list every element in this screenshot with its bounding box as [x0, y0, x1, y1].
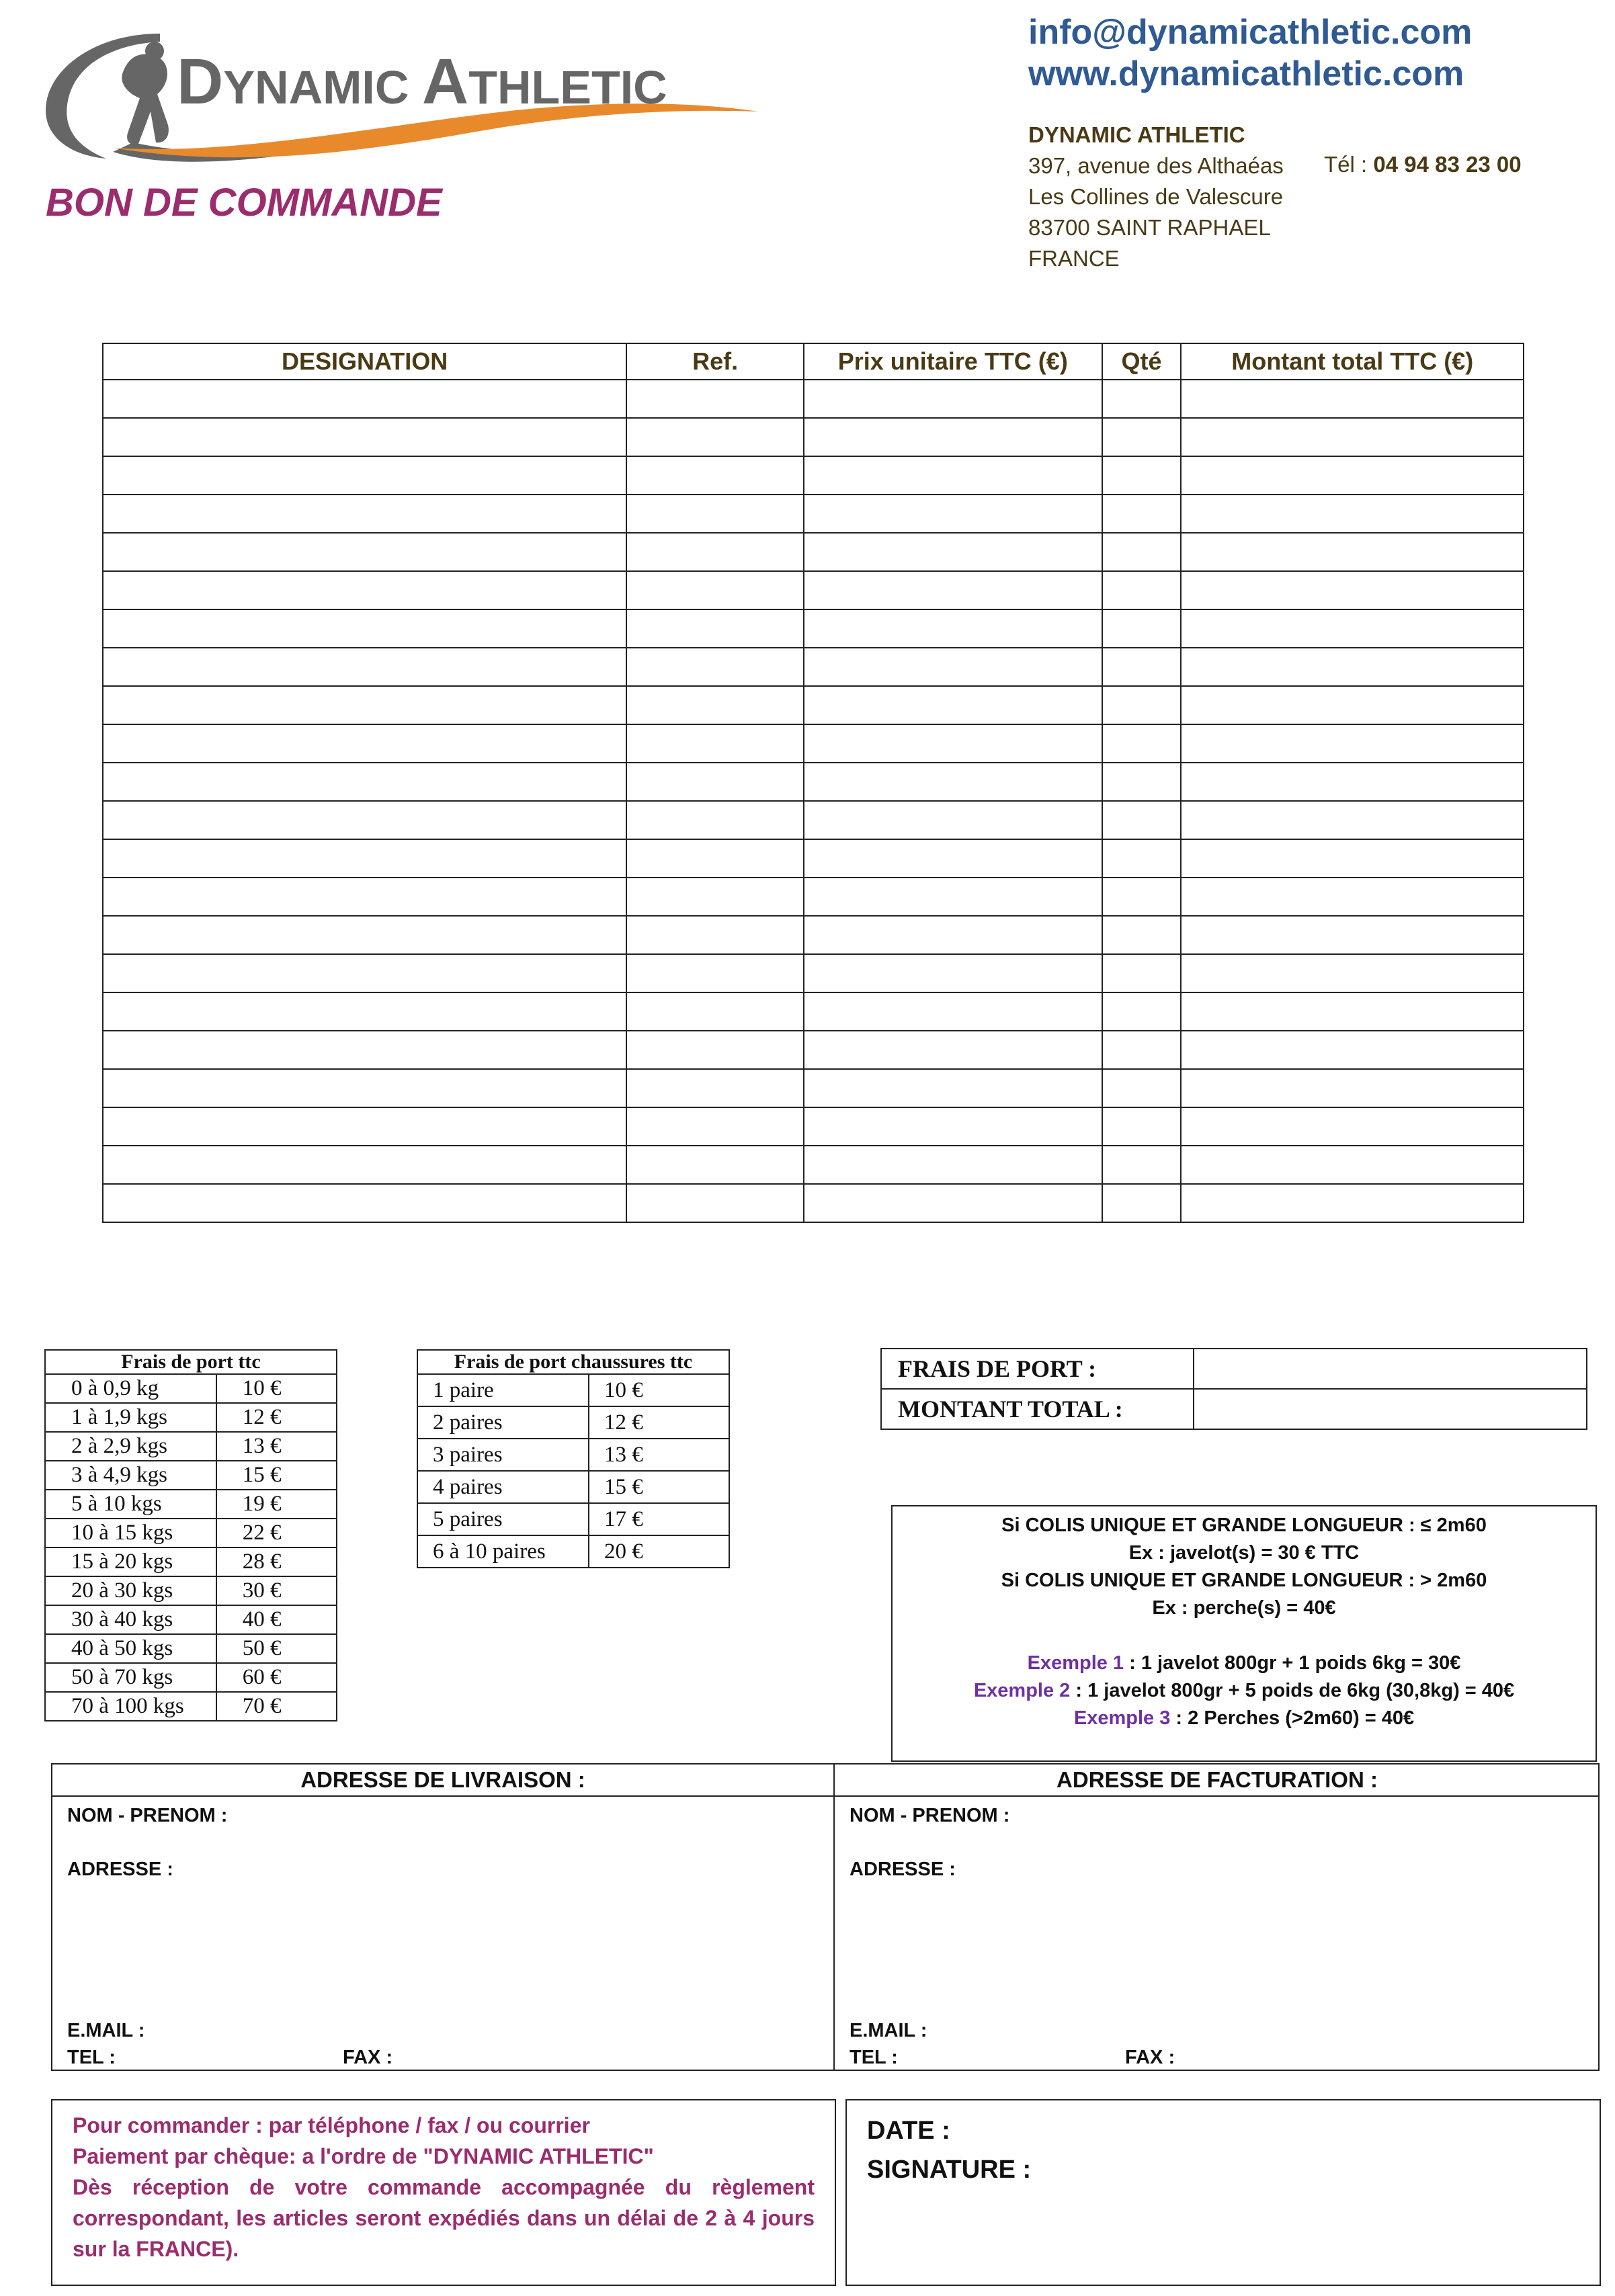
note-line-4: Ex : perche(s) = 40€ [1152, 1597, 1336, 1619]
table-row [103, 992, 1524, 1031]
example-1-text: : 1 javelot 800gr + 1 poids 6kg = 30€ [1124, 1652, 1461, 1674]
cell-total[interactable] [1181, 1184, 1524, 1222]
shipping-weight-table [44, 1349, 337, 1721]
company-telephone [1324, 152, 1522, 177]
note-line-2: Ex : javelot(s) = 30 € TTC [1128, 1542, 1360, 1564]
tel-number: 04 94 83 23 00 [1373, 152, 1522, 177]
col-qty: Qté [1102, 343, 1182, 380]
cell-designation[interactable] [103, 418, 626, 456]
company-name: DYNAMIC ATHLETIC [1028, 122, 1245, 147]
col-unit-price: Prix unitaire TTC (€) [804, 343, 1102, 380]
cell-qty[interactable] [1102, 456, 1182, 495]
cell-qty[interactable] [1102, 648, 1182, 686]
cell-ref[interactable] [626, 992, 804, 1031]
cell-unit-price[interactable] [804, 1107, 1102, 1146]
range-cell: 3 paires [417, 1439, 589, 1471]
billing-fax-label[interactable]: FAX : [1125, 2047, 1175, 2068]
table-row [45, 1663, 337, 1692]
cell-unit-price[interactable] [804, 571, 1102, 609]
price-cell: 70 € [216, 1692, 337, 1721]
cell-unit-price[interactable] [804, 1184, 1102, 1222]
cell-ref[interactable] [626, 609, 804, 648]
cell-designation[interactable] [103, 878, 626, 916]
cell-designation[interactable] [103, 724, 626, 763]
contact-email[interactable]: info@dynamicathletic.com [1028, 13, 1473, 52]
cell-ref[interactable] [626, 1146, 804, 1184]
cell-qty[interactable] [1102, 878, 1182, 916]
cell-designation[interactable] [103, 954, 626, 992]
cell-ref[interactable] [626, 801, 804, 839]
billing-tel-label[interactable]: TEL : [850, 2047, 898, 2068]
cell-qty[interactable] [1102, 609, 1182, 648]
cell-designation[interactable] [103, 456, 626, 495]
cell-qty[interactable] [1102, 992, 1182, 1031]
price-cell: 20 € [589, 1535, 729, 1568]
cell-ref[interactable] [626, 495, 804, 533]
cell-designation[interactable] [103, 609, 626, 648]
price-cell: 12 € [589, 1406, 729, 1439]
price-cell: 10 € [216, 1374, 337, 1403]
cell-qty[interactable] [1102, 954, 1182, 992]
table-row [103, 878, 1524, 916]
cell-total[interactable] [1181, 609, 1524, 648]
company-address-3: 83700 SAINT RAPHAEL [1028, 215, 1271, 240]
total-amount-label: MONTANT TOTAL : [881, 1389, 1194, 1429]
cell-ref[interactable] [626, 839, 804, 878]
cell-unit-price[interactable] [804, 992, 1102, 1031]
cell-ref[interactable] [626, 1184, 804, 1222]
cell-designation[interactable] [103, 1146, 626, 1184]
ordering-info-line-2: Paiement par chèque: a l'ordre de "DYNAMIC ATHLETIC" [73, 2144, 654, 2168]
cell-designation[interactable] [103, 992, 626, 1031]
price-cell: 12 € [216, 1403, 337, 1432]
cell-qty[interactable] [1102, 495, 1182, 533]
table-row [417, 1374, 729, 1406]
cell-unit-price[interactable] [804, 380, 1102, 418]
shipping-weight-header: Frais de port ttc [45, 1350, 337, 1374]
billing-address [835, 1764, 1600, 2070]
cell-designation[interactable] [103, 380, 626, 418]
example-3 [893, 1705, 1596, 1732]
shipping-total-row [881, 1349, 1587, 1389]
cell-ref[interactable] [626, 648, 804, 686]
range-cell: 2 à 2,9 kgs [45, 1432, 216, 1461]
cell-unit-price[interactable] [804, 1146, 1102, 1184]
cell-designation[interactable] [103, 1184, 626, 1222]
cell-qty[interactable] [1102, 724, 1182, 763]
col-ref: Ref. [626, 343, 804, 380]
table-row [45, 1634, 337, 1663]
range-cell: 1 à 1,9 kgs [45, 1403, 216, 1432]
cell-qty[interactable] [1102, 380, 1182, 418]
cell-qty[interactable] [1102, 763, 1182, 801]
table-row [103, 456, 1524, 495]
col-designation: DESIGNATION [103, 343, 626, 380]
cell-unit-price[interactable] [804, 533, 1102, 571]
cell-unit-price[interactable] [804, 609, 1102, 648]
cell-ref[interactable] [626, 724, 804, 763]
price-cell: 13 € [589, 1439, 729, 1471]
price-cell: 30 € [216, 1576, 337, 1605]
delivery-fax-label[interactable]: FAX : [343, 2047, 393, 2068]
table-row [45, 1461, 337, 1490]
price-cell: 50 € [216, 1634, 337, 1663]
tel-label: Tél : [1324, 152, 1368, 177]
items-header-row [103, 343, 1524, 380]
price-cell: 40 € [216, 1605, 337, 1634]
table-row [103, 1107, 1524, 1146]
company-address-1: 397, avenue des Althaéas [1028, 153, 1284, 178]
billing-address-header: ADRESSE DE FACTURATION : [835, 1764, 1600, 1797]
cell-total[interactable] [1181, 801, 1524, 839]
cell-designation[interactable] [103, 916, 626, 954]
range-cell: 30 à 40 kgs [45, 1605, 216, 1634]
note-line-1: Si COLIS UNIQUE ET GRANDE LONGUEUR : ≤ 2m60 [1001, 1515, 1487, 1536]
range-cell: 3 à 4,9 kgs [45, 1461, 216, 1490]
address-section [51, 1763, 1600, 2071]
cell-total[interactable] [1181, 418, 1524, 456]
range-cell: 50 à 70 kgs [45, 1663, 216, 1692]
example-2-text: : 1 javelot 800gr + 5 poids de 6kg (30,8kg) = 40€ [1070, 1680, 1515, 1701]
price-cell: 22 € [216, 1519, 337, 1547]
table-row [103, 495, 1524, 533]
shipping-cost-label: FRAIS DE PORT : [881, 1349, 1194, 1389]
cell-unit-price[interactable] [804, 878, 1102, 916]
cell-qty[interactable] [1102, 801, 1182, 839]
range-cell: 5 paires [417, 1503, 589, 1535]
price-cell: 28 € [216, 1547, 337, 1576]
cell-total[interactable] [1181, 763, 1524, 801]
total-amount-field[interactable] [1194, 1389, 1587, 1429]
table-row [103, 380, 1524, 418]
cell-ref[interactable] [626, 418, 804, 456]
cell-unit-price[interactable] [804, 495, 1102, 533]
table-row [45, 1605, 337, 1634]
range-cell: 10 à 15 kgs [45, 1519, 216, 1547]
example-1-label: Exemple 1 [1027, 1652, 1124, 1674]
table-row [45, 1576, 337, 1605]
cell-designation[interactable] [103, 648, 626, 686]
delivery-email-label[interactable]: E.MAIL : [67, 2020, 145, 2041]
range-cell: 6 à 10 paires [417, 1535, 589, 1568]
company-country: FRANCE [1028, 246, 1120, 271]
cell-ref[interactable] [626, 1031, 804, 1069]
cell-ref[interactable] [626, 916, 804, 954]
cell-ref[interactable] [626, 456, 804, 495]
cell-qty[interactable] [1102, 1184, 1182, 1222]
cell-designation[interactable] [103, 1107, 626, 1146]
totals-table [880, 1348, 1587, 1430]
cell-qty[interactable] [1102, 1031, 1182, 1069]
cell-qty[interactable] [1102, 571, 1182, 609]
table-row [103, 916, 1524, 954]
cell-qty[interactable] [1102, 839, 1182, 878]
signature-box[interactable] [845, 2099, 1601, 2286]
cell-unit-price[interactable] [804, 1031, 1102, 1069]
table-row [45, 1374, 337, 1403]
cell-ref[interactable] [626, 571, 804, 609]
table-row [103, 1069, 1524, 1107]
cell-qty[interactable] [1102, 1107, 1182, 1146]
note-line-3: Si COLIS UNIQUE ET GRANDE LONGUEUR : > 2m60 [1001, 1570, 1487, 1591]
cell-unit-price[interactable] [804, 1069, 1102, 1107]
price-cell: 60 € [216, 1663, 337, 1692]
logo-text: DYNAMIC ATHLETIC [177, 46, 667, 118]
cell-designation[interactable] [103, 571, 626, 609]
price-cell: 15 € [216, 1461, 337, 1490]
table-row [103, 801, 1524, 839]
table-row [103, 418, 1524, 456]
table-row [103, 533, 1524, 571]
cell-total[interactable] [1181, 992, 1524, 1031]
cell-total[interactable] [1181, 1069, 1524, 1107]
table-row [45, 1692, 337, 1721]
table-row [417, 1439, 729, 1471]
cell-qty[interactable] [1102, 1069, 1182, 1107]
cell-ref[interactable] [626, 380, 804, 418]
table-row [103, 686, 1524, 724]
ordering-info-line-3: Dès réception de votre commande accompagnée du règlement correspondant, les articles seront expédiés dans un délai de 2 à 4 jours sur la FRANCE). [73, 2175, 815, 2261]
table-row [417, 1535, 729, 1568]
range-cell: 2 paires [417, 1406, 589, 1439]
example-2 [893, 1677, 1596, 1705]
ordering-info-line-1: Pour commander : par téléphone / fax / ou courrier [73, 2113, 590, 2137]
shipping-shoes-header: Frais de port chaussures ttc [417, 1350, 729, 1374]
price-cell: 17 € [589, 1503, 729, 1535]
table-row [103, 648, 1524, 686]
cell-unit-price[interactable] [804, 456, 1102, 495]
range-cell: 20 à 30 kgs [45, 1576, 216, 1605]
price-cell: 19 € [216, 1490, 337, 1519]
shipping-cost-field[interactable] [1194, 1349, 1587, 1389]
cell-total[interactable] [1181, 380, 1524, 418]
cell-total[interactable] [1181, 954, 1524, 992]
delivery-name-label[interactable]: NOM - PRENOM : [67, 1805, 228, 1826]
cell-ref[interactable] [626, 1107, 804, 1146]
cell-unit-price[interactable] [804, 839, 1102, 878]
table-row [417, 1471, 729, 1503]
cell-designation[interactable] [103, 763, 626, 801]
delivery-address-label[interactable]: ADRESSE : [67, 1859, 173, 1880]
billing-address-label[interactable]: ADRESSE : [850, 1859, 956, 1880]
shipping-shoes-table [417, 1349, 730, 1568]
table-row [103, 839, 1524, 878]
price-cell: 15 € [589, 1471, 729, 1503]
table-row [45, 1490, 337, 1519]
cell-ref[interactable] [626, 878, 804, 916]
range-cell: 1 paire [417, 1374, 589, 1406]
example-2-label: Exemple 2 [973, 1680, 1071, 1701]
cell-unit-price[interactable] [804, 648, 1102, 686]
example-1 [893, 1650, 1596, 1677]
range-cell: 4 paires [417, 1471, 589, 1503]
table-row [103, 763, 1524, 801]
cell-designation[interactable] [103, 1069, 626, 1107]
cell-unit-price[interactable] [804, 763, 1102, 801]
contact-website[interactable]: www.dynamicathletic.com [1028, 54, 1464, 93]
cell-unit-price[interactable] [804, 724, 1102, 763]
table-row [45, 1432, 337, 1461]
table-row [103, 609, 1524, 648]
col-total: Montant total TTC (€) [1181, 343, 1524, 380]
range-cell: 0 à 0,9 kg [45, 1374, 216, 1403]
cell-total[interactable] [1181, 916, 1524, 954]
billing-name-label[interactable]: NOM - PRENOM : [850, 1805, 1010, 1826]
cell-unit-price[interactable] [804, 686, 1102, 724]
cell-total[interactable] [1181, 1146, 1524, 1184]
table-row [103, 954, 1524, 992]
range-cell: 40 à 50 kgs [45, 1634, 216, 1663]
date-label: DATE : [867, 2117, 950, 2145]
cell-total[interactable] [1181, 495, 1524, 533]
order-items-table [102, 343, 1524, 1223]
long-parcel-note [891, 1505, 1597, 1762]
cell-total[interactable] [1181, 724, 1524, 763]
delivery-address-header: ADRESSE DE LIVRAISON : [52, 1764, 833, 1797]
cell-designation[interactable] [103, 686, 626, 724]
table-row [45, 1403, 337, 1432]
cell-qty[interactable] [1102, 418, 1182, 456]
example-3-text: : 2 Perches (>2m60) = 40€ [1170, 1707, 1415, 1729]
table-row [103, 1184, 1524, 1222]
delivery-address [52, 1764, 835, 2070]
cell-total[interactable] [1181, 686, 1524, 724]
cell-total[interactable] [1181, 1031, 1524, 1069]
cell-qty[interactable] [1102, 533, 1182, 571]
range-cell: 70 à 100 kgs [45, 1692, 216, 1721]
cell-unit-price[interactable] [804, 954, 1102, 992]
cell-designation[interactable] [103, 1031, 626, 1069]
cell-total[interactable] [1181, 533, 1524, 571]
signature-label: SIGNATURE : [867, 2156, 1032, 2184]
cell-ref[interactable] [626, 686, 804, 724]
cell-total[interactable] [1181, 648, 1524, 686]
delivery-tel-label[interactable]: TEL : [67, 2047, 116, 2068]
cell-designation[interactable] [103, 801, 626, 839]
cell-total[interactable] [1181, 1107, 1524, 1146]
price-cell: 13 € [216, 1432, 337, 1461]
ordering-info [51, 2099, 836, 2286]
cell-designation[interactable] [103, 839, 626, 878]
table-row [417, 1503, 729, 1535]
cell-qty[interactable] [1102, 1146, 1182, 1184]
range-cell: 15 à 20 kgs [45, 1547, 216, 1576]
grand-total-row [881, 1389, 1587, 1429]
cell-designation[interactable] [103, 495, 626, 533]
page-title: BON DE COMMANDE [46, 181, 442, 224]
cell-qty[interactable] [1102, 686, 1182, 724]
logo-graphic [32, 24, 785, 165]
cell-ref[interactable] [626, 533, 804, 571]
table-row [103, 1146, 1524, 1184]
cell-total[interactable] [1181, 456, 1524, 495]
table-row [103, 571, 1524, 609]
cell-total[interactable] [1181, 571, 1524, 609]
cell-total[interactable] [1181, 839, 1524, 878]
cell-unit-price[interactable] [804, 801, 1102, 839]
billing-email-label[interactable]: E.MAIL : [850, 2020, 927, 2041]
cell-qty[interactable] [1102, 916, 1182, 954]
table-row [103, 1031, 1524, 1069]
range-cell: 5 à 10 kgs [45, 1490, 216, 1519]
cell-ref[interactable] [626, 763, 804, 801]
company-address-2: Les Collines de Valescure [1028, 184, 1284, 209]
table-row [417, 1406, 729, 1439]
cell-unit-price[interactable] [804, 916, 1102, 954]
dynamic-athletic-logo [32, 24, 785, 165]
table-row [45, 1547, 337, 1576]
cell-designation[interactable] [103, 533, 626, 571]
cell-ref[interactable] [626, 954, 804, 992]
table-row [45, 1519, 337, 1547]
cell-ref[interactable] [626, 1069, 804, 1107]
cell-unit-price[interactable] [804, 418, 1102, 456]
price-cell: 10 € [589, 1374, 729, 1406]
example-3-label: Exemple 3 [1073, 1707, 1171, 1729]
table-row [103, 724, 1524, 763]
cell-total[interactable] [1181, 878, 1524, 916]
